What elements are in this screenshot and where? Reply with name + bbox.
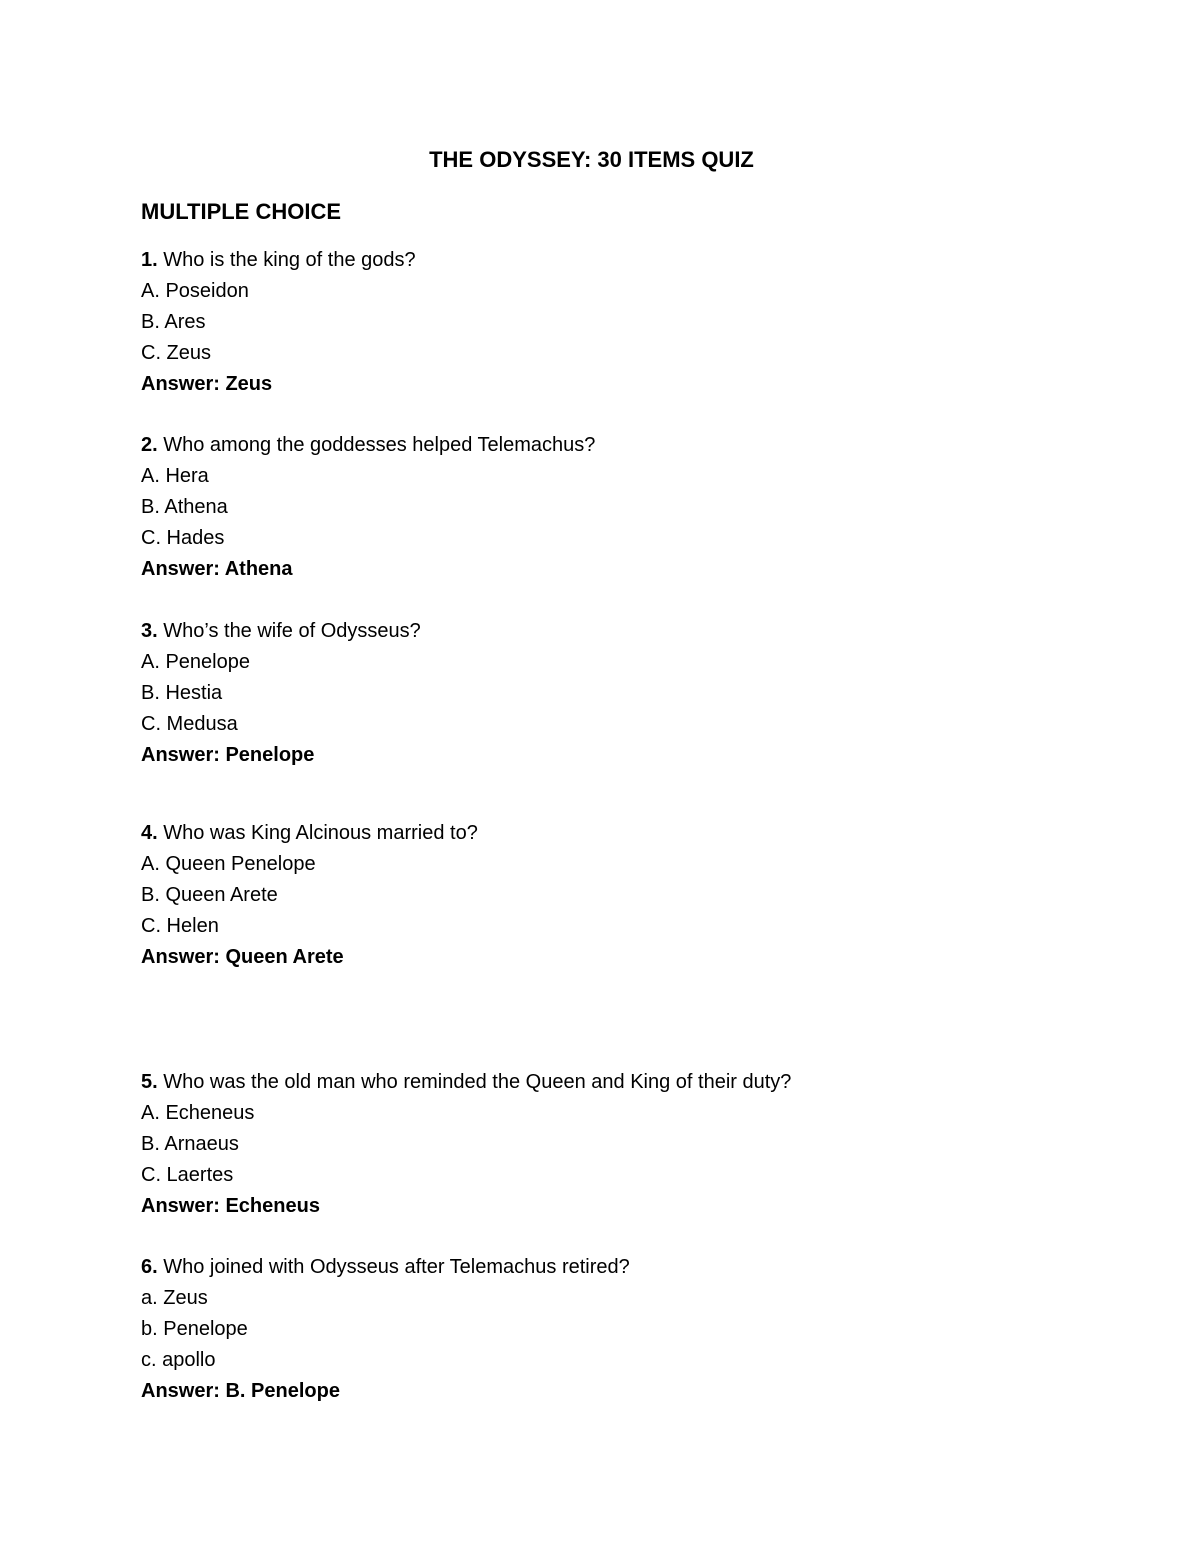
option-c: C. Helen — [141, 915, 219, 937]
question-4 — [141, 818, 1101, 973]
question-5 — [141, 1067, 1101, 1222]
question-text — [141, 1252, 1101, 1283]
question-number: 5. — [141, 1071, 158, 1093]
question-6 — [141, 1252, 1101, 1407]
option-b: B. Ares — [141, 311, 206, 333]
question-text — [141, 818, 1101, 849]
question-number: 6. — [141, 1256, 158, 1278]
question-number: 4. — [141, 822, 158, 844]
option-b: B. Hestia — [141, 682, 223, 704]
question-1 — [141, 245, 1101, 400]
option-c: C. Medusa — [141, 713, 238, 735]
question-text — [141, 430, 1101, 461]
option-b: B. Queen Arete — [141, 884, 278, 906]
question-2 — [141, 430, 1101, 585]
question-number: 1. — [141, 249, 158, 271]
option-a: A. Penelope — [141, 651, 250, 673]
option-c: C. Laertes — [141, 1164, 234, 1186]
option-c: c. apollo — [141, 1349, 216, 1371]
answer-line: Answer: Queen Arete — [141, 946, 344, 968]
question-prompt: Who joined with Odysseus after Telemachus retired? — [157, 1256, 630, 1278]
option-c: C. Hades — [141, 527, 225, 549]
option-b: B. Athena — [141, 496, 228, 518]
option-a: A. Poseidon — [141, 280, 249, 302]
section-heading: MULTIPLE CHOICE — [141, 199, 342, 224]
question-number: 3. — [141, 620, 158, 642]
question-prompt: Who is the king of the gods? — [157, 249, 416, 271]
question-text — [141, 1067, 1101, 1098]
answer-line: Answer: B. Penelope — [141, 1380, 340, 1402]
option-a: A. Queen Penelope — [141, 853, 316, 875]
option-a: a. Zeus — [141, 1287, 208, 1309]
option-b: b. Penelope — [141, 1318, 248, 1340]
question-3 — [141, 616, 1101, 771]
question-prompt: Who was King Alcinous married to? — [157, 822, 478, 844]
question-number: 2. — [141, 434, 158, 456]
answer-line: Answer: Athena — [141, 558, 293, 580]
question-prompt: Who was the old man who reminded the Queen and King of their duty? — [157, 1071, 792, 1093]
question-prompt: Who’s the wife of Odysseus? — [157, 620, 421, 642]
document-title: THE ODYSSEY: 30 ITEMS QUIZ — [429, 147, 754, 172]
answer-line: Answer: Echeneus — [141, 1195, 320, 1217]
question-text — [141, 245, 1101, 276]
option-b: B. Arnaeus — [141, 1133, 239, 1155]
question-prompt: Who among the goddesses helped Telemachus? — [157, 434, 596, 456]
option-a: A. Hera — [141, 465, 209, 487]
question-text — [141, 616, 1101, 647]
answer-line: Answer: Zeus — [141, 373, 273, 395]
option-c: C. Zeus — [141, 342, 212, 364]
option-a: A. Echeneus — [141, 1102, 255, 1124]
answer-line: Answer: Penelope — [141, 744, 315, 766]
